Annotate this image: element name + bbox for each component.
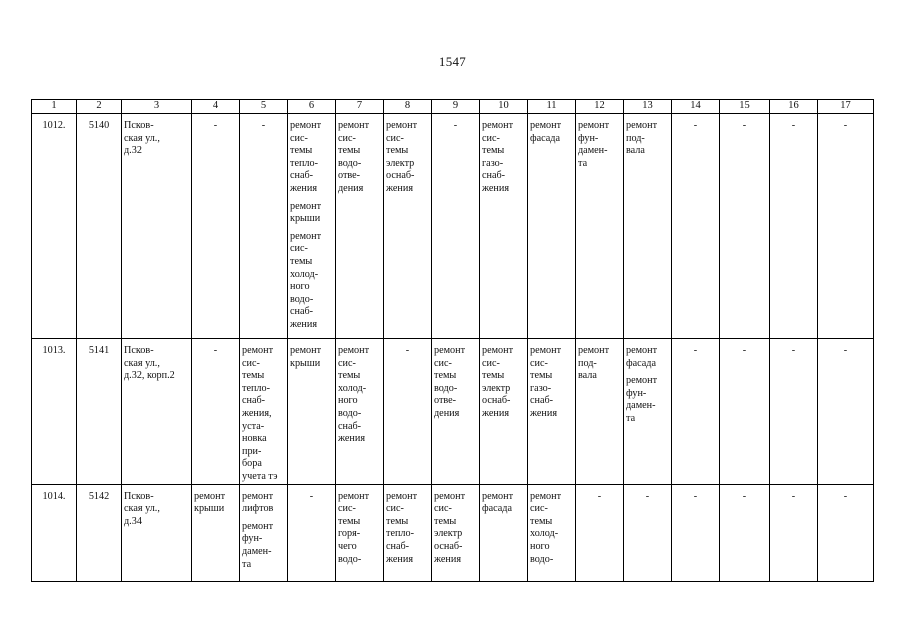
cell-text-line: сис- — [434, 503, 452, 515]
col-header: 7 — [336, 100, 384, 114]
cell-text-line: ремонт — [530, 120, 562, 131]
cell-text-line: ремонт — [194, 490, 226, 502]
cell-text-line: ремонт — [578, 120, 610, 131]
cell-entry — [434, 491, 477, 567]
cell-text-line: Псков- — [124, 490, 154, 502]
cell-text-line: ремонт — [290, 120, 322, 131]
cell-text-line: жения — [290, 318, 318, 330]
cell-text-line: сис- — [338, 357, 356, 369]
table-cell — [240, 114, 288, 339]
cell-text-line: - — [742, 120, 747, 131]
cell-text-line: фун- — [626, 387, 647, 399]
cell-entry — [338, 491, 381, 567]
cell-text-line: ремонт — [386, 490, 418, 502]
cell-text-line: ремонт — [626, 120, 658, 131]
cell-entry — [34, 491, 74, 504]
cell-text-line: темы — [338, 145, 361, 157]
cell-text-line: сис- — [482, 357, 500, 369]
cell-text-line: ремонт — [626, 345, 658, 356]
table-cell — [384, 339, 432, 485]
cell-text-line: под- — [578, 357, 597, 369]
table-cell — [240, 339, 288, 485]
cell-entry — [34, 345, 74, 358]
cell-entry — [578, 345, 621, 383]
cell-text-line: сис- — [338, 132, 356, 144]
cell-entry — [674, 345, 717, 358]
cell-entry — [124, 491, 189, 529]
cell-text-line: - — [213, 120, 218, 131]
cell-text-line: снаб- — [386, 540, 410, 552]
cell-text-line: бора — [242, 458, 262, 470]
cell-entry — [530, 345, 573, 421]
cell-entry — [820, 491, 871, 504]
cell-text-line: снаб- — [290, 306, 314, 318]
table-cell — [32, 484, 77, 581]
cell-text-line: электр — [434, 528, 463, 540]
cell-text-line: горя- — [338, 528, 361, 540]
cell-entry — [290, 491, 333, 504]
cell-entry — [578, 491, 621, 504]
cell-text-line: чего — [338, 540, 357, 552]
cell-text-line: сис- — [290, 243, 308, 255]
cell-text-line: дамен- — [626, 400, 656, 412]
cell-entry — [242, 120, 285, 133]
header-row — [32, 100, 874, 114]
cell-entry — [722, 120, 767, 133]
table-cell — [192, 114, 240, 339]
table-cell — [480, 114, 528, 339]
cell-text-line: ремонт — [290, 230, 322, 242]
cell-text-line: водо- — [338, 157, 362, 169]
cell-text-line: лифтов — [242, 503, 274, 515]
cell-text-line: сис- — [386, 132, 404, 144]
cell-text-line: сис- — [530, 357, 548, 369]
table-cell — [624, 114, 672, 339]
cell-text-line: ремонт — [482, 120, 514, 131]
cell-text-line: ремонт — [242, 520, 274, 532]
cell-entry — [290, 231, 333, 332]
col-header: 15 — [720, 100, 770, 114]
cell-text-line: ремонт — [434, 345, 466, 356]
table-cell — [192, 339, 240, 485]
cell-text-line: - — [791, 120, 796, 131]
table-cell — [720, 484, 770, 581]
cell-entry — [194, 345, 237, 358]
table-cell — [770, 484, 818, 581]
cell-entry — [674, 491, 717, 504]
cell-text-line: оснаб- — [386, 170, 415, 182]
cell-text-line: жения — [530, 407, 558, 419]
cell-text-line: Псков- — [124, 345, 154, 356]
cell-text-line: фун- — [578, 132, 599, 144]
cell-text-line: снаб- — [290, 170, 314, 182]
cell-text-line: жения — [386, 182, 414, 194]
cell-text-line: новка — [242, 433, 267, 445]
cell-entry — [722, 491, 767, 504]
cell-text-line: жения — [482, 182, 510, 194]
cell-entry — [194, 120, 237, 133]
cell-text-line: при- — [242, 445, 262, 457]
cell-text-line: ремонт — [530, 490, 562, 502]
cell-text-line: дения — [338, 182, 364, 194]
cell-entry — [722, 345, 767, 358]
cell-text-line: темы — [290, 145, 313, 157]
cell-text-line: темы — [482, 370, 505, 382]
cell-entry — [578, 120, 621, 170]
cell-text-line: 5140 — [88, 120, 110, 131]
cell-text-line: жения — [338, 433, 366, 445]
cell-text-line: - — [843, 345, 848, 356]
table-cell — [624, 484, 672, 581]
cell-entry — [79, 120, 119, 133]
cell-text-line: 5142 — [88, 490, 110, 502]
cell-text-line: 5141 — [88, 345, 110, 356]
table-cell — [576, 484, 624, 581]
cell-text-line: - — [742, 490, 747, 502]
cell-text-line: темы — [290, 255, 313, 267]
cell-entry — [290, 120, 333, 196]
cell-text-line: - — [791, 490, 796, 502]
cell-text-line: сис- — [530, 503, 548, 515]
cell-entry — [434, 120, 477, 133]
cell-text-line: - — [843, 120, 848, 131]
cell-text-line: фасада — [626, 357, 656, 369]
table-cell — [818, 484, 874, 581]
cell-text-line: темы — [242, 370, 265, 382]
col-header: 8 — [384, 100, 432, 114]
table-cell — [672, 114, 720, 339]
cell-text-line: темы — [482, 145, 505, 157]
cell-entry — [434, 345, 477, 421]
cell-text-line: темы — [338, 370, 361, 382]
table-cell — [336, 114, 384, 339]
col-header: 16 — [770, 100, 818, 114]
cell-entry — [820, 120, 871, 133]
cell-text-line: оснаб- — [434, 540, 463, 552]
table-cell — [336, 484, 384, 581]
cell-text-line: темы — [434, 370, 457, 382]
cell-text-line: отве- — [434, 395, 457, 407]
cell-text-line: тепло- — [386, 528, 414, 540]
cell-text-line: уста- — [242, 420, 265, 432]
cell-text-line: ская ул., — [124, 132, 160, 144]
table-cell — [77, 114, 122, 339]
col-header: 13 — [624, 100, 672, 114]
table-cell — [480, 339, 528, 485]
cell-text-line: ремонт — [338, 490, 370, 502]
col-header: 12 — [576, 100, 624, 114]
table-cell — [624, 339, 672, 485]
cell-text-line: ного — [290, 281, 310, 293]
cell-text-line: ремонт — [386, 120, 418, 131]
cell-text-line: тепло- — [290, 157, 318, 169]
cell-text-line: - — [693, 490, 698, 502]
table-cell — [122, 339, 192, 485]
cell-text-line: сис- — [338, 503, 356, 515]
col-header: 5 — [240, 100, 288, 114]
cell-entry — [626, 491, 669, 504]
cell-text-line: - — [645, 490, 650, 502]
cell-text-line: сис- — [434, 357, 452, 369]
cell-text-line: д.34 — [124, 515, 142, 527]
cell-text-line: электр — [482, 382, 511, 394]
cell-text-line: ремонт — [290, 200, 322, 212]
cell-text-line: - — [261, 120, 266, 131]
cell-text-line: снаб- — [530, 395, 554, 407]
table-cell — [432, 114, 480, 339]
table-cell — [720, 114, 770, 339]
cell-entry — [626, 375, 669, 425]
cell-text-line: ремонт — [338, 345, 370, 356]
cell-text-line: жения, — [242, 407, 272, 419]
cell-entry — [626, 345, 669, 370]
cell-text-line: жения — [434, 553, 462, 565]
cell-entry — [124, 345, 189, 383]
table-cell — [576, 114, 624, 339]
col-header: 11 — [528, 100, 576, 114]
cell-text-line: - — [693, 120, 698, 131]
cell-text-line: под- — [626, 132, 645, 144]
table-cell — [336, 339, 384, 485]
cell-text-line: крыши — [194, 503, 225, 515]
cell-text-line: отве- — [338, 170, 361, 182]
cell-entry — [79, 345, 119, 358]
col-header: 1 — [32, 100, 77, 114]
cell-text-line: оснаб- — [482, 395, 511, 407]
table-cell — [288, 114, 336, 339]
table-cell — [818, 114, 874, 339]
col-header: 2 — [77, 100, 122, 114]
cell-text-line: - — [213, 345, 218, 356]
cell-text-line: сис- — [482, 132, 500, 144]
cell-text-line: 1012. — [42, 120, 66, 131]
cell-text-line: вала — [578, 370, 597, 382]
cell-text-line: ремонт — [242, 345, 274, 356]
cell-text-line: жения — [290, 182, 318, 194]
cell-entry — [386, 120, 429, 196]
cell-entry — [674, 120, 717, 133]
cell-text-line: ного — [530, 540, 550, 552]
cell-entry — [772, 491, 815, 504]
cell-entry — [820, 345, 871, 358]
table-cell — [720, 339, 770, 485]
cell-entry — [626, 120, 669, 158]
cell-entry — [772, 345, 815, 358]
cell-text-line: - — [791, 345, 796, 356]
cell-entry — [386, 345, 429, 358]
table-cell — [480, 484, 528, 581]
cell-text-line: ремонт — [626, 375, 658, 387]
cell-text-line: газо- — [482, 157, 504, 169]
col-header: 14 — [672, 100, 720, 114]
cell-entry — [79, 491, 119, 504]
cell-entry — [482, 120, 525, 196]
cell-entry — [338, 345, 381, 446]
cell-text-line: водо- — [530, 553, 554, 565]
cell-text-line: фасада — [482, 503, 512, 515]
table-cell — [672, 484, 720, 581]
cell-text-line: водо- — [434, 382, 458, 394]
cell-text-line: та — [626, 412, 636, 424]
table-cell — [818, 339, 874, 485]
cell-entry — [242, 491, 285, 516]
table-cell — [192, 484, 240, 581]
table-cell — [32, 339, 77, 485]
col-header: 3 — [122, 100, 192, 114]
cell-text-line: фун- — [242, 533, 263, 545]
col-header: 4 — [192, 100, 240, 114]
cell-text-line: крыши — [290, 213, 321, 225]
cell-text-line: темы — [338, 515, 361, 527]
table-cell — [576, 339, 624, 485]
table-cell — [528, 484, 576, 581]
cell-text-line: та — [242, 558, 252, 570]
cell-text-line: электр — [386, 157, 415, 169]
cell-entry — [290, 201, 333, 226]
cell-text-line: холод- — [290, 268, 319, 280]
cell-text-line: снаб- — [242, 395, 266, 407]
table-cell — [288, 339, 336, 485]
cell-text-line: ская ул., — [124, 503, 160, 515]
cell-text-line: снаб- — [482, 170, 506, 182]
cell-text-line: темы — [434, 515, 457, 527]
table-cell — [770, 114, 818, 339]
cell-text-line: ремонт — [482, 490, 514, 502]
cell-text-line: учета тэ — [242, 470, 278, 482]
cell-text-line: - — [693, 345, 698, 356]
cell-text-line: - — [843, 490, 848, 502]
cell-text-line: ремонт — [290, 345, 322, 356]
cell-entry — [34, 120, 74, 133]
cell-entry — [530, 491, 573, 567]
cell-text-line: - — [597, 490, 602, 502]
cell-entry — [242, 521, 285, 571]
cell-text-line: - — [405, 345, 410, 356]
cell-text-line: д.32 — [124, 145, 142, 157]
cell-entry — [482, 345, 525, 421]
table-cell — [384, 484, 432, 581]
cell-text-line: сис- — [386, 503, 404, 515]
cell-text-line: сис- — [242, 357, 260, 369]
cell-entry — [194, 491, 237, 516]
cell-text-line: - — [742, 345, 747, 356]
cell-text-line: ремонт — [482, 345, 514, 356]
cell-text-line: ремонт — [242, 490, 274, 502]
table-cell — [432, 339, 480, 485]
table-row — [32, 484, 874, 581]
cell-text-line: темы — [530, 370, 553, 382]
col-header: 6 — [288, 100, 336, 114]
cell-text-line: темы — [386, 515, 409, 527]
table-row — [32, 339, 874, 485]
table-row — [32, 114, 874, 339]
page-number: 1547 — [438, 54, 467, 69]
cell-text-line: 1013. — [42, 345, 66, 356]
table-cell — [240, 484, 288, 581]
cell-text-line: д.32, корп.2 — [124, 370, 175, 382]
table-cell — [122, 114, 192, 339]
table-cell — [672, 339, 720, 485]
cell-text-line: ремонт — [434, 490, 466, 502]
cell-entry — [482, 491, 525, 516]
cell-text-line: водо- — [290, 293, 314, 305]
table-cell — [288, 484, 336, 581]
cell-text-line: холод- — [338, 382, 367, 394]
cell-text-line: фасада — [530, 132, 560, 144]
table-cell — [384, 114, 432, 339]
table-cell — [432, 484, 480, 581]
cell-text-line: ремонт — [578, 345, 610, 356]
cell-text-line: ремонт — [530, 345, 562, 356]
cell-text-line: дамен- — [242, 545, 272, 557]
cell-text-line: ская ул., — [124, 357, 160, 369]
cell-entry — [772, 120, 815, 133]
cell-entry — [386, 491, 429, 567]
cell-text-line: дения — [434, 407, 460, 419]
cell-text-line: ремонт — [338, 120, 370, 131]
cell-text-line: - — [453, 120, 458, 131]
table-cell — [528, 339, 576, 485]
cell-text-line: тепло- — [242, 382, 270, 394]
table-cell — [122, 484, 192, 581]
cell-text-line: темы — [530, 515, 553, 527]
cell-text-line: холод- — [530, 528, 559, 540]
cell-text-line: 1014. — [42, 490, 66, 502]
table-cell — [77, 484, 122, 581]
cell-text-line: - — [309, 490, 314, 502]
col-header: 10 — [480, 100, 528, 114]
cell-text-line: водо- — [338, 407, 362, 419]
cell-entry — [124, 120, 189, 158]
table-cell — [770, 339, 818, 485]
cell-entry — [242, 345, 285, 484]
cell-text-line: дамен- — [578, 145, 608, 157]
table-cell — [32, 114, 77, 339]
cell-text-line: водо- — [338, 553, 362, 565]
cell-entry — [338, 120, 381, 196]
cell-entry — [290, 345, 333, 370]
cell-text-line: та — [578, 157, 588, 169]
cell-text-line: крыши — [290, 357, 321, 369]
cell-text-line: сис- — [290, 132, 308, 144]
table-cell — [528, 114, 576, 339]
cell-text-line: вала — [626, 145, 645, 157]
col-header: 17 — [818, 100, 874, 114]
cell-text-line: газо- — [530, 382, 552, 394]
cell-entry — [530, 120, 573, 145]
cell-text-line: Псков- — [124, 120, 154, 131]
cell-text-line: снаб- — [338, 420, 362, 432]
cell-text-line: ного — [338, 395, 358, 407]
cell-text-line: темы — [386, 145, 409, 157]
repair-schedule-table — [31, 99, 874, 582]
cell-text-line: жения — [386, 553, 414, 565]
col-header: 9 — [432, 100, 480, 114]
cell-text-line: жения — [482, 407, 510, 419]
table-cell — [77, 339, 122, 485]
